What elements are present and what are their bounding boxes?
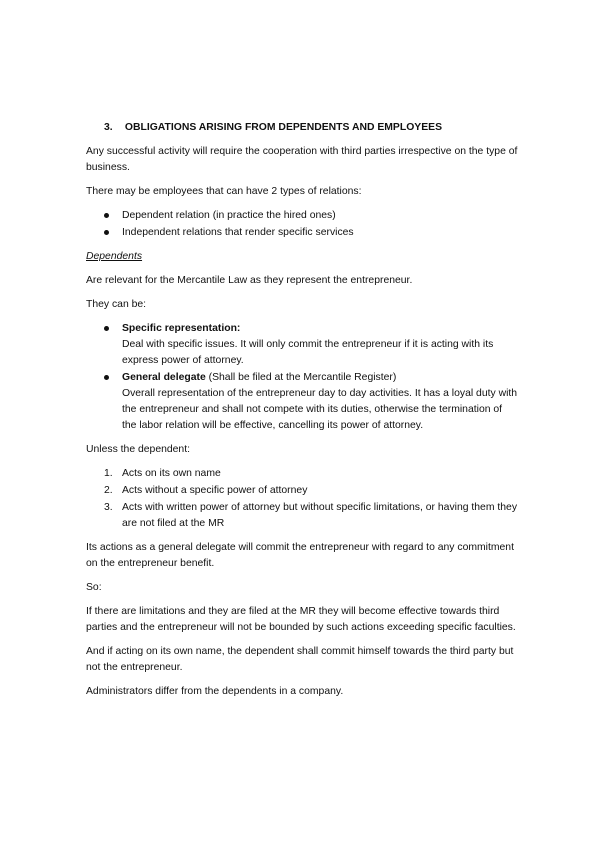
unless-list xyxy=(86,466,518,532)
bullet-icon xyxy=(104,326,109,331)
list-number: 2. xyxy=(104,485,113,496)
list-item xyxy=(86,483,518,499)
relations-list xyxy=(86,208,518,241)
administrators-paragraph: Administrators differ from the dependents in a company. xyxy=(86,686,344,697)
type-note: (Shall be filed at the Mercantile Register) xyxy=(205,372,397,383)
list-item xyxy=(86,466,518,482)
list-item-text: Independent relations that render specific services xyxy=(122,227,354,238)
list-item xyxy=(86,500,518,532)
dependents-relevance: Are relevant for the Mercantile Law as they represent the entrepreneur. xyxy=(86,275,413,286)
list-number: 1. xyxy=(104,468,113,479)
list-item xyxy=(86,208,518,224)
unless-intro: Unless the dependent: xyxy=(86,444,190,455)
document-body xyxy=(86,120,518,708)
own-name-paragraph: And if acting on its own name, the dependent shall commit himself towards the third party but not the entrepreneur. xyxy=(86,646,514,673)
list-item xyxy=(86,321,518,369)
bullet-icon xyxy=(104,375,109,380)
list-item-text: Acts with written power of attorney but without specific limitations, or having them they are not filed at the MR xyxy=(122,502,518,529)
intro-paragraph: Any successful activity will require the cooperation with third parties irrespective on the type of business. xyxy=(86,146,518,173)
dependents-title: Dependents xyxy=(86,251,143,262)
section-number: 3. xyxy=(104,122,113,133)
section-title: OBLIGATIONS ARISING FROM DEPENDENTS AND EMPLOYEES xyxy=(124,122,443,133)
type-title: Specific representation: xyxy=(122,323,241,334)
list-item xyxy=(86,225,518,241)
type-body: Deal with specific issues. It will only commit the entrepreneur if it is acting with its express power of attorney. xyxy=(122,339,494,366)
list-item-text: Acts on its own name xyxy=(122,468,221,479)
list-number: 3. xyxy=(104,502,113,513)
they-can-be: They can be: xyxy=(86,299,147,310)
actions-paragraph: Its actions as a general delegate will commit the entrepreneur with regard to any commitment on the entrepreneur benefit. xyxy=(86,542,514,569)
list-item xyxy=(86,370,518,434)
dependents-subtitle xyxy=(86,249,518,265)
relations-intro: There may be employees that can have 2 types of relations: xyxy=(86,186,362,197)
bullet-icon xyxy=(104,213,109,218)
dependent-types-list xyxy=(86,321,518,434)
type-body: Overall representation of the entrepreneur day to day activities. It has a loyal duty with the entrepreneur and shall not compete with its duties, otherwise the termination of the labor relation will be effective, cancelling its power of attorney. xyxy=(122,388,518,431)
section-heading xyxy=(104,120,518,136)
list-item-text: Acts without a specific power of attorney xyxy=(122,485,308,496)
limitations-paragraph: If there are limitations and they are filed at the MR they will become effective towards third parties and the entrepreneur will not be bounded by such actions exceeding specific faculties. xyxy=(86,606,516,633)
type-title: General delegate xyxy=(122,372,206,383)
list-item-text: Dependent relation (in practice the hired ones) xyxy=(122,210,336,221)
bullet-icon xyxy=(104,230,109,235)
so-paragraph: So: xyxy=(86,582,102,593)
